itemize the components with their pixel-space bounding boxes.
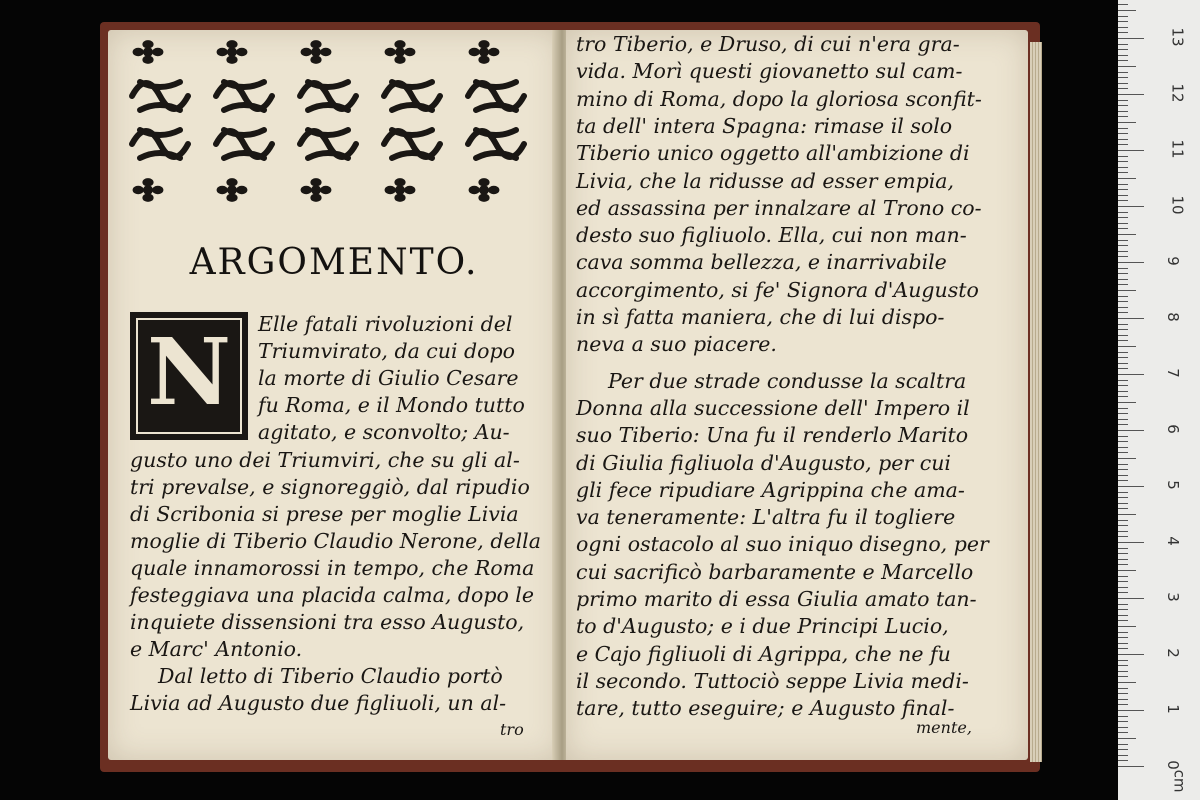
ruler-tick xyxy=(1118,357,1128,358)
ruler-tick xyxy=(1118,447,1128,448)
ruler-tick xyxy=(1118,688,1128,689)
ruler-number: 9 xyxy=(1163,256,1182,266)
ruler-tick xyxy=(1118,419,1128,420)
ruler-tick xyxy=(1118,408,1128,409)
ruler-tick xyxy=(1118,604,1128,605)
ruler-tick xyxy=(1118,396,1128,397)
ruler-tick xyxy=(1118,156,1128,157)
ruler-tick xyxy=(1118,60,1128,61)
ruler-tick xyxy=(1118,492,1128,493)
text-line: cava somma bellezza, e inarrivabile xyxy=(576,250,947,275)
ruler-tick xyxy=(1118,77,1128,78)
ruler-tick xyxy=(1118,172,1128,173)
ruler-number: 3 xyxy=(1163,592,1182,602)
ruler-tick xyxy=(1118,340,1128,341)
ruler-tick xyxy=(1118,21,1128,22)
text-line: il secondo. Tuttociò seppe Livia medi- xyxy=(576,668,969,693)
ruler-tick xyxy=(1118,620,1128,621)
ruler-tick xyxy=(1118,576,1128,577)
ruler-tick xyxy=(1118,497,1128,498)
ruler-number: 5 xyxy=(1163,480,1182,490)
ruler-number: 7 xyxy=(1163,368,1182,378)
ruler-tick xyxy=(1118,744,1128,745)
ruler-tick xyxy=(1118,83,1128,84)
ruler-tick xyxy=(1118,116,1128,117)
ruler-tick xyxy=(1118,587,1128,588)
text-line: inquiete dissensioni tra esso Augusto, xyxy=(130,610,525,635)
ruler-tick xyxy=(1118,128,1128,129)
ruler-tick xyxy=(1118,676,1128,677)
ruler-tick xyxy=(1118,100,1128,101)
ruler-tick xyxy=(1118,184,1128,185)
ruler-tick xyxy=(1118,195,1128,196)
ruler-tick xyxy=(1118,749,1128,750)
ruler-tick xyxy=(1118,721,1128,722)
text-line: moglie di Tiberio Claudio Nerone, della xyxy=(130,528,541,553)
text-line: la morte di Giulio Cesare xyxy=(258,366,519,391)
ruler-tick xyxy=(1118,570,1136,571)
ruler-tick xyxy=(1118,324,1128,325)
ruler-tick xyxy=(1118,475,1128,476)
ruler-number: 0 xyxy=(1163,760,1182,770)
text-line: gusto uno dei Triumviri, che su gli al- xyxy=(130,447,520,472)
text-line: to d'Augusto; e i due Principi Lucio, xyxy=(576,614,949,639)
ruler-tick xyxy=(1118,72,1128,73)
left-page xyxy=(108,30,560,760)
text-line: ogni ostacolo al suo iniquo disegno, per xyxy=(576,532,989,557)
ruler-tick xyxy=(1118,88,1128,89)
text-line: Per due strade condusse la scaltra xyxy=(608,368,967,393)
ruler-tick xyxy=(1118,665,1128,666)
ruler-tick xyxy=(1118,346,1136,347)
ruler-number: 1 xyxy=(1163,704,1182,714)
left-page-text xyxy=(108,30,560,760)
text-line: tare, tutto eseguire; e Augusto final- xyxy=(576,696,955,721)
text-line: agitato, e sconvolto; Au- xyxy=(258,420,510,445)
ruler-tick xyxy=(1118,452,1128,453)
ruler-tick xyxy=(1118,223,1128,224)
ruler-tick xyxy=(1118,660,1128,661)
ruler-tick xyxy=(1118,615,1128,616)
ruler-tick xyxy=(1118,648,1128,649)
ruler-number: 13 xyxy=(1168,27,1187,47)
ruler-tick xyxy=(1118,10,1136,11)
ruler-tick xyxy=(1118,189,1128,190)
catchword: tro xyxy=(500,720,524,739)
ruler-tick xyxy=(1118,66,1136,67)
text-line: ta dell' intera Spagna: rimase il solo xyxy=(576,113,953,138)
ruler-tick xyxy=(1118,105,1128,106)
ruler-tick xyxy=(1118,536,1128,537)
ruler-tick xyxy=(1118,368,1128,369)
ruler-tick xyxy=(1118,738,1136,739)
ruler-tick xyxy=(1118,307,1128,308)
ruler-number: 8 xyxy=(1163,312,1182,322)
ruler-tick xyxy=(1118,206,1144,207)
text-line: in sì fatta maniera, che di lui dispo- xyxy=(576,305,945,329)
ruler-tick xyxy=(1118,279,1128,280)
ruler-tick xyxy=(1118,268,1128,269)
ruler-tick xyxy=(1118,458,1136,459)
text-line: suo Tiberio: Una fu il renderlo Marito xyxy=(576,423,969,448)
ruler-tick xyxy=(1118,598,1144,599)
text-line: di Giulia figliuola d'Augusto, per cui xyxy=(576,450,951,475)
ruler-tick xyxy=(1118,760,1128,761)
ruler-tick xyxy=(1118,335,1128,336)
ruler-tick xyxy=(1118,755,1128,756)
ruler-tick xyxy=(1118,111,1128,112)
text-line: festeggiava una placida calma, dopo le xyxy=(130,583,534,607)
ruler-tick xyxy=(1118,262,1144,263)
ruler-tick xyxy=(1118,682,1136,683)
ruler-tick xyxy=(1118,520,1128,521)
ruler-number: 12 xyxy=(1168,83,1187,103)
open-book xyxy=(100,22,1040,772)
ruler-tick xyxy=(1118,385,1128,386)
ruler-tick xyxy=(1118,240,1128,241)
ruler-tick xyxy=(1118,671,1128,672)
text-line: vida. Morì questi giovanetto sul cam- xyxy=(576,59,963,84)
ruler-tick xyxy=(1118,200,1128,201)
ruler-tick xyxy=(1118,55,1128,56)
text-line: e Marc' Antonio. xyxy=(130,637,303,662)
text-line: tri prevalse, e signoreggiò, dal ripudio xyxy=(130,474,530,499)
ruler-tick xyxy=(1118,503,1128,504)
ruler-tick xyxy=(1118,531,1128,532)
ruler-tick xyxy=(1118,704,1128,705)
ruler-number: 10 xyxy=(1168,195,1187,215)
ruler-tick xyxy=(1118,4,1128,5)
ruler-tick xyxy=(1118,732,1128,733)
ruler-tick xyxy=(1118,592,1128,593)
ruler-tick xyxy=(1118,548,1128,549)
ruler-tick xyxy=(1118,284,1128,285)
text-line: ed assassina per innalzare al Trono co- xyxy=(576,195,982,220)
ruler-tick xyxy=(1118,609,1128,610)
right-page-text xyxy=(566,30,1028,760)
text-line: quale innamorossi in tempo, che Roma xyxy=(130,555,535,580)
text-line: Donna alla successione dell' Impero il xyxy=(576,395,970,420)
ruler-tick xyxy=(1118,626,1136,627)
ruler-number: 4 xyxy=(1163,536,1182,546)
ruler-tick xyxy=(1118,178,1136,179)
ruler-number: 2 xyxy=(1163,648,1182,658)
ruler-tick xyxy=(1118,480,1128,481)
text-line: cui sacrificò barbaramente e Marcello xyxy=(576,559,974,584)
ruler-tick xyxy=(1118,133,1128,134)
text-line: fu Roma, e il Mondo tutto xyxy=(258,393,525,418)
ruler-tick xyxy=(1118,150,1144,151)
text-line: desto suo figliuolo. Ella, cui non man- xyxy=(576,223,967,248)
drop-cap-letter: N xyxy=(146,318,232,426)
ruler-number: 11 xyxy=(1168,139,1187,159)
ruler-tick xyxy=(1118,441,1128,442)
ruler-tick xyxy=(1118,553,1128,554)
ruler-tick xyxy=(1118,273,1128,274)
ruler-tick xyxy=(1118,710,1144,711)
text-line: accorgimento, si fe' Signora d'Augusto xyxy=(576,277,979,302)
ruler-tick xyxy=(1118,486,1144,487)
ruler-tick xyxy=(1118,391,1128,392)
ruler-tick xyxy=(1118,374,1144,375)
text-line: Triumvirato, da cui dopo xyxy=(258,339,515,364)
ruler-tick xyxy=(1118,312,1128,313)
ruler-unit: cm xyxy=(1170,769,1189,793)
ruler-tick xyxy=(1118,413,1128,414)
ruler-tick xyxy=(1118,693,1128,694)
text-line: Dal letto di Tiberio Claudio portò xyxy=(158,664,503,689)
ruler-tick xyxy=(1118,217,1128,218)
ruler-tick xyxy=(1118,32,1128,33)
ruler-tick xyxy=(1118,167,1128,168)
right-page xyxy=(566,30,1028,760)
ruler-tick xyxy=(1118,212,1128,213)
ruler-tick xyxy=(1118,27,1128,28)
ruler-tick xyxy=(1118,318,1144,319)
ruler-tick xyxy=(1118,49,1128,50)
ruler-tick xyxy=(1118,363,1128,364)
ruler-tick xyxy=(1118,161,1128,162)
ruler-tick xyxy=(1118,352,1128,353)
text-line: Livia, che la ridusse ad esser empia, xyxy=(576,168,955,193)
ruler-tick xyxy=(1118,559,1128,560)
ruler-tick xyxy=(1118,251,1128,252)
catchword: mente, xyxy=(916,718,972,737)
text-line: primo marito di essa Giulia amato tan- xyxy=(576,587,977,611)
ruler-tick xyxy=(1118,542,1144,543)
ruler-tick xyxy=(1118,464,1128,465)
ruler-tick xyxy=(1118,525,1128,526)
text-line: mino di Roma, dopo la gloriosa sconfit- xyxy=(576,86,982,111)
ruler-tick xyxy=(1118,380,1128,381)
ruler-tick xyxy=(1118,402,1136,403)
ruler-tick xyxy=(1118,424,1128,425)
text-line: Tiberio unico oggetto all'ambizione di xyxy=(576,141,970,166)
ruler-tick xyxy=(1118,144,1128,145)
ruler-number: 6 xyxy=(1163,424,1182,434)
ruler-tick xyxy=(1118,234,1136,235)
ruler-tick xyxy=(1118,699,1128,700)
ruler-tick xyxy=(1118,430,1144,431)
ruler-tick xyxy=(1118,514,1136,515)
ruler-tick xyxy=(1118,654,1144,655)
ruler-tick xyxy=(1118,469,1128,470)
ruler-tick xyxy=(1118,727,1128,728)
ruler-tick xyxy=(1118,581,1128,582)
ruler-tick xyxy=(1118,301,1128,302)
ruler-tick xyxy=(1118,329,1128,330)
ruler-tick xyxy=(1118,637,1128,638)
ruler-tick xyxy=(1118,766,1144,767)
ruler-tick xyxy=(1118,716,1128,717)
ruler-tick xyxy=(1118,436,1128,437)
ruler-tick xyxy=(1118,122,1136,123)
text-line: gli fece ripudiare Agrippina che ama- xyxy=(576,477,965,502)
ruler-tick xyxy=(1118,643,1128,644)
ruler-tick xyxy=(1118,139,1128,140)
text-line: neva a suo piacere. xyxy=(576,332,777,357)
measurement-ruler xyxy=(1118,0,1200,800)
ruler-tick xyxy=(1118,256,1128,257)
ruler-tick xyxy=(1118,16,1128,17)
text-line: di Scribonia si prese per moglie Livia xyxy=(130,501,519,526)
ruler-tick xyxy=(1118,296,1128,297)
ruler-tick xyxy=(1118,290,1136,291)
ruler-tick xyxy=(1118,632,1128,633)
text-line: Livia ad Augusto due figliuoli, un al- xyxy=(130,691,507,716)
text-line: va teneramente: L'altra fu il togliere xyxy=(576,505,956,530)
text-line: tro Tiberio, e Druso, di cui n'era gra- xyxy=(576,32,960,56)
text-line: Elle fatali rivoluzioni del xyxy=(258,312,513,336)
page-edges xyxy=(1030,42,1042,762)
ruler-tick xyxy=(1118,245,1128,246)
ruler-tick xyxy=(1118,38,1144,39)
ruler-tick xyxy=(1118,44,1128,45)
ruler-tick xyxy=(1118,508,1128,509)
ruler-tick xyxy=(1118,228,1128,229)
ruler-tick xyxy=(1118,564,1128,565)
text-line: e Cajo figliuoli di Agrippa, che ne fu xyxy=(576,641,951,666)
ruler-tick xyxy=(1118,94,1144,95)
page-title: ARGOMENTO. xyxy=(189,242,479,283)
